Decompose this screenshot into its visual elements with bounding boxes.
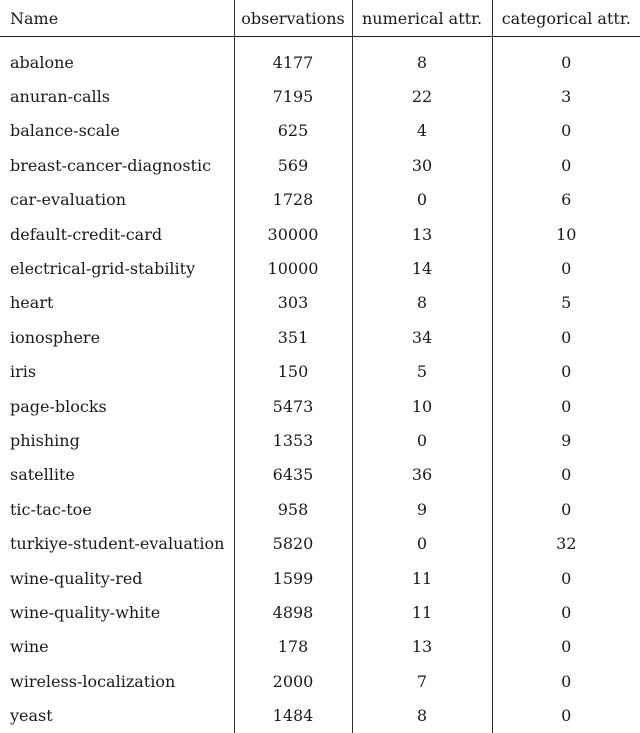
cell-categorical: 32 xyxy=(492,526,640,560)
cell-categorical: 9 xyxy=(492,423,640,457)
table-row xyxy=(0,148,640,182)
cell-categorical: 0 xyxy=(492,664,640,698)
cell-name: wine-quality-white xyxy=(10,602,161,622)
cell-name: anuran-calls xyxy=(10,87,110,107)
cell-name: wireless-localization xyxy=(10,671,176,691)
cell-numerical: 22 xyxy=(352,79,492,113)
cell-observations: 7195 xyxy=(234,79,352,113)
cell-observations: 30000 xyxy=(234,217,352,251)
cell-observations: 1353 xyxy=(234,423,352,457)
cell-numerical: 4 xyxy=(352,114,492,148)
table-row xyxy=(0,595,640,629)
cell-numerical: 11 xyxy=(352,561,492,595)
cell-observations: 10000 xyxy=(234,251,352,285)
cell-name: heart xyxy=(10,293,54,313)
cell-observations: 351 xyxy=(234,320,352,354)
cell-categorical: 0 xyxy=(492,148,640,182)
table-row xyxy=(0,45,640,79)
cell-observations: 5820 xyxy=(234,526,352,560)
cell-numerical: 7 xyxy=(352,664,492,698)
cell-numerical: 8 xyxy=(352,286,492,320)
cell-numerical: 34 xyxy=(352,320,492,354)
cell-numerical: 0 xyxy=(352,423,492,457)
table-row xyxy=(0,286,640,320)
cell-categorical: 3 xyxy=(492,79,640,113)
cell-numerical: 11 xyxy=(352,595,492,629)
cell-categorical: 0 xyxy=(492,698,640,732)
cell-observations: 1728 xyxy=(234,183,352,217)
cell-observations: 4898 xyxy=(234,595,352,629)
cell-name: wine xyxy=(10,637,49,657)
cell-categorical: 0 xyxy=(492,251,640,285)
cell-numerical: 14 xyxy=(352,251,492,285)
table-row xyxy=(0,251,640,285)
table-header xyxy=(0,0,640,37)
cell-name: satellite xyxy=(10,465,75,485)
table-row xyxy=(0,114,640,148)
header-row xyxy=(0,0,640,37)
table-row xyxy=(0,630,640,664)
cell-name: default-credit-card xyxy=(10,224,163,244)
cell-name: breast-cancer-diagnostic xyxy=(10,155,212,175)
cell-name: ionosphere xyxy=(10,327,101,347)
cell-name: page-blocks xyxy=(10,396,107,416)
cell-name: turkiye-student-evaluation xyxy=(10,534,225,554)
cell-categorical: 0 xyxy=(492,492,640,526)
cell-name: tic-tac-toe xyxy=(10,499,92,519)
table-row xyxy=(0,561,640,595)
cell-categorical: 0 xyxy=(492,595,640,629)
cell-numerical: 0 xyxy=(352,183,492,217)
cell-observations: 1599 xyxy=(234,561,352,595)
cell-observations: 303 xyxy=(234,286,352,320)
table-row xyxy=(0,217,640,251)
cell-categorical: 0 xyxy=(492,114,640,148)
cell-observations: 958 xyxy=(234,492,352,526)
cell-observations: 6435 xyxy=(234,458,352,492)
cell-numerical: 9 xyxy=(352,492,492,526)
table-row xyxy=(0,355,640,389)
cell-observations: 569 xyxy=(234,148,352,182)
table-row xyxy=(0,526,640,560)
table-row xyxy=(0,320,640,354)
table-body xyxy=(0,37,640,733)
cell-name: yeast xyxy=(10,706,53,726)
cell-numerical: 13 xyxy=(352,630,492,664)
cell-numerical: 5 xyxy=(352,355,492,389)
cell-categorical: 0 xyxy=(492,561,640,595)
table-row xyxy=(0,389,640,423)
header-gap xyxy=(0,37,640,46)
cell-categorical: 0 xyxy=(492,355,640,389)
cell-categorical: 0 xyxy=(492,45,640,79)
cell-observations: 1484 xyxy=(234,698,352,732)
cell-categorical: 10 xyxy=(492,217,640,251)
header-categorical-attr: categorical attr. xyxy=(492,0,640,37)
cell-numerical: 8 xyxy=(352,698,492,732)
cell-name: abalone xyxy=(10,52,74,72)
cell-observations: 625 xyxy=(234,114,352,148)
cell-numerical: 36 xyxy=(352,458,492,492)
cell-observations: 150 xyxy=(234,355,352,389)
cell-name: car-evaluation xyxy=(10,190,127,210)
header-name: Name xyxy=(0,0,234,37)
cell-numerical: 0 xyxy=(352,526,492,560)
table-row xyxy=(0,79,640,113)
table-row xyxy=(0,664,640,698)
header-observations: observations xyxy=(234,0,352,37)
cell-numerical: 30 xyxy=(352,148,492,182)
table-row xyxy=(0,698,640,732)
cell-categorical: 5 xyxy=(492,286,640,320)
cell-categorical: 0 xyxy=(492,389,640,423)
cell-name: balance-scale xyxy=(10,121,120,141)
cell-numerical: 10 xyxy=(352,389,492,423)
cell-categorical: 0 xyxy=(492,630,640,664)
cell-observations: 178 xyxy=(234,630,352,664)
table-row xyxy=(0,423,640,457)
cell-numerical: 8 xyxy=(352,45,492,79)
cell-observations: 4177 xyxy=(234,45,352,79)
cell-observations: 5473 xyxy=(234,389,352,423)
header-numerical-attr: numerical attr. xyxy=(352,0,492,37)
cell-categorical: 0 xyxy=(492,458,640,492)
table-row xyxy=(0,492,640,526)
cell-name: iris xyxy=(10,362,37,382)
table-row xyxy=(0,183,640,217)
cell-numerical: 13 xyxy=(352,217,492,251)
table-row xyxy=(0,458,640,492)
cell-name: wine-quality-red xyxy=(10,568,143,588)
cell-categorical: 0 xyxy=(492,320,640,354)
cell-name: phishing xyxy=(10,430,80,450)
cell-name: electrical-grid-stability xyxy=(10,259,196,279)
cell-observations: 2000 xyxy=(234,664,352,698)
cell-categorical: 6 xyxy=(492,183,640,217)
